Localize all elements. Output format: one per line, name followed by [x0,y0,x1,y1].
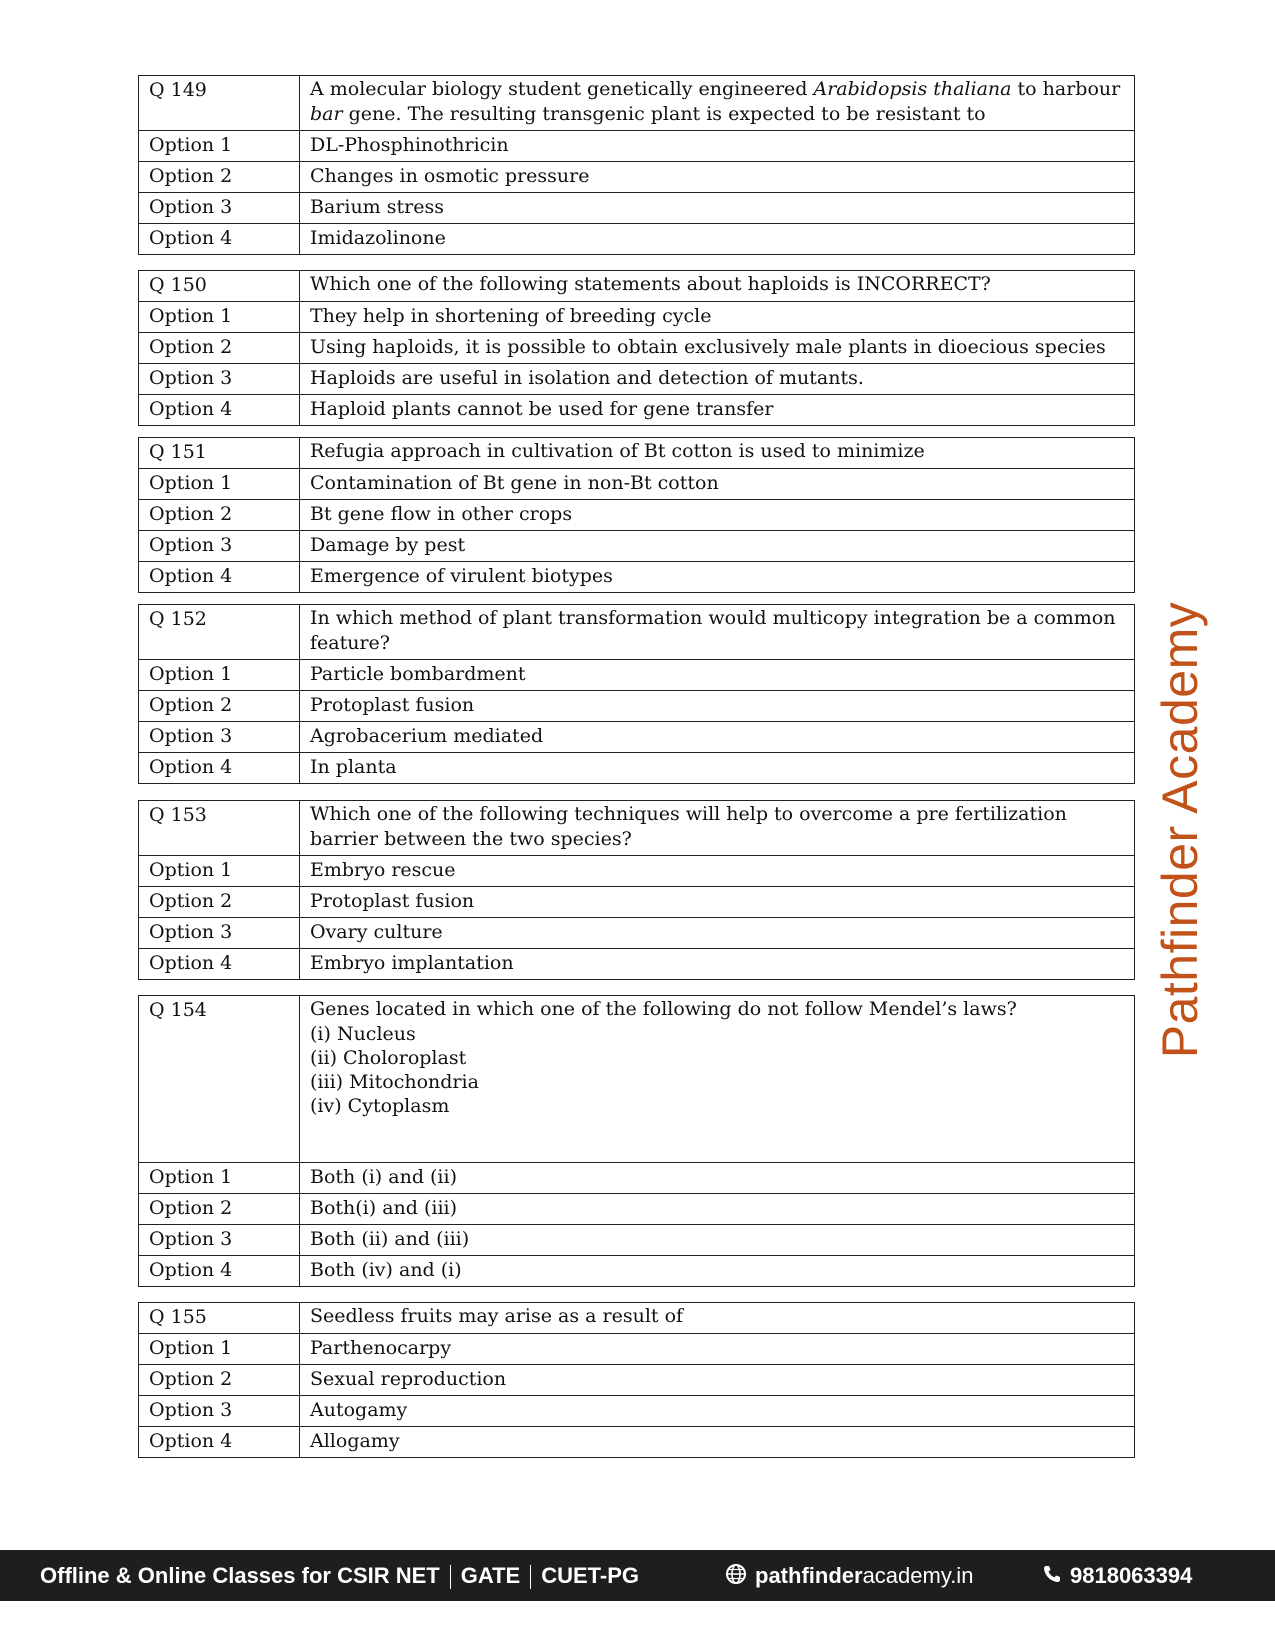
question-label: Q 150 [139,271,300,302]
question-block-151 [138,437,1135,593]
sub-item: (iii) Mitochondria [310,1071,479,1093]
option-text: DL-Phosphinothricin [300,131,1135,162]
footer-bar [0,1550,1275,1601]
option-label: Option 3 [139,193,300,224]
option-label: Option 2 [139,500,300,531]
question-text [300,996,1135,1163]
option-row [139,753,1135,784]
option-label: Option 3 [139,918,300,949]
option-row [139,1396,1135,1427]
option-label: Option 4 [139,1427,300,1458]
option-text: Allogamy [300,1427,1135,1458]
option-label: Option 1 [139,1334,300,1365]
option-text: Autogamy [300,1396,1135,1427]
option-text: Bt gene flow in other crops [300,500,1135,531]
divider [450,1565,451,1589]
option-label: Option 3 [139,722,300,753]
watermark: Pathfinder Academy [1152,601,1208,1059]
option-text: Parthenocarpy [300,1334,1135,1365]
option-text: Protoplast fusion [300,887,1135,918]
option-label: Option 2 [139,887,300,918]
question-block-152 [138,604,1135,784]
option-label: Option 3 [139,1225,300,1256]
question-text: Which one of the following statements about haploids is INCORRECT? [300,271,1135,302]
option-text: Both(i) and (iii) [300,1194,1135,1225]
question-block-149 [138,75,1135,255]
option-text: Both (i) and (ii) [300,1163,1135,1194]
option-row [139,1225,1135,1256]
option-row [139,887,1135,918]
question-block-153 [138,800,1135,980]
option-row [139,1256,1135,1287]
option-label: Option 3 [139,531,300,562]
option-label: Option 3 [139,364,300,395]
divider [530,1565,531,1589]
option-row [139,131,1135,162]
option-row [139,722,1135,753]
option-row [139,333,1135,364]
option-label: Option 2 [139,1194,300,1225]
globe-icon [725,1563,747,1591]
question-text: A molecular biology student genetically engineered Arabidopsis thaliana to harbour bar gene. The resulting transgenic plant is expected to be resistant to [300,76,1135,131]
question-label: Q 149 [139,76,300,131]
question-text: Seedless fruits may arise as a result of [300,1303,1135,1334]
question-label: Q 152 [139,605,300,660]
option-label: Option 4 [139,949,300,980]
footer-tagline [40,1563,639,1589]
option-row [139,193,1135,224]
footer-phone[interactable] [1042,1563,1192,1590]
option-row [139,302,1135,333]
option-label: Option 2 [139,1365,300,1396]
option-text: They help in shortening of breeding cycle [300,302,1135,333]
sub-item: (ii) Choloroplast [310,1047,467,1069]
option-label: Option 4 [139,753,300,784]
option-row [139,856,1135,887]
question-label: Q 153 [139,801,300,856]
option-label: Option 1 [139,131,300,162]
question-label: Q 155 [139,1303,300,1334]
option-label: Option 1 [139,660,300,691]
option-text: Imidazolinone [300,224,1135,255]
option-label: Option 4 [139,224,300,255]
question-stem: Genes located in which one of the following do not follow Mendel’s laws? [310,998,1017,1020]
option-label: Option 4 [139,562,300,593]
site-name-light: academy.in [862,1563,974,1588]
question-label: Q 151 [139,438,300,469]
option-row [139,1194,1135,1225]
option-text: Protoplast fusion [300,691,1135,722]
site-name-bold: pathfinder [755,1563,863,1588]
option-text: Embryo implantation [300,949,1135,980]
sub-item: (i) Nucleus [310,1023,416,1045]
option-text: Damage by pest [300,531,1135,562]
option-row [139,1334,1135,1365]
option-row [139,162,1135,193]
option-text: Haploid plants cannot be used for gene transfer [300,395,1135,426]
question-label: Q 154 [139,996,300,1163]
option-text: Barium stress [300,193,1135,224]
option-row [139,562,1135,593]
option-row [139,691,1135,722]
option-label: Option 1 [139,1163,300,1194]
question-block-155 [138,1302,1135,1458]
footer-website[interactable] [725,1563,973,1591]
option-text: In planta [300,753,1135,784]
sub-item: (iv) Cytoplasm [310,1095,450,1117]
option-label: Option 3 [139,1396,300,1427]
option-row [139,1365,1135,1396]
exam-cuet: CUET-PG [541,1563,640,1588]
question-text: Which one of the following techniques will help to overcome a pre fertilization barrier between the two species? [300,801,1135,856]
option-text: Embryo rescue [300,856,1135,887]
phone-icon [1042,1564,1062,1590]
option-text: Sexual reproduction [300,1365,1135,1396]
question-block-154 [138,995,1135,1287]
option-text: Ovary culture [300,918,1135,949]
option-label: Option 1 [139,469,300,500]
option-text: Emergence of virulent biotypes [300,562,1135,593]
option-label: Option 2 [139,333,300,364]
option-row [139,1427,1135,1458]
option-row [139,500,1135,531]
option-text: Contamination of Bt gene in non-Bt cotton [300,469,1135,500]
option-text: Using haploids, it is possible to obtain exclusively male plants in dioecious species [300,333,1135,364]
exam-gate: GATE [460,1563,521,1588]
option-label: Option 1 [139,302,300,333]
option-row [139,224,1135,255]
option-text: Both (iv) and (i) [300,1256,1135,1287]
option-text: Changes in osmotic pressure [300,162,1135,193]
option-label: Option 4 [139,1256,300,1287]
option-row [139,1163,1135,1194]
option-row [139,918,1135,949]
option-label: Option 2 [139,162,300,193]
option-row [139,949,1135,980]
option-row [139,469,1135,500]
option-row [139,531,1135,562]
question-text: Refugia approach in cultivation of Bt cotton is used to minimize [300,438,1135,469]
option-text: Haploids are useful in isolation and detection of mutants. [300,364,1135,395]
option-text: Agrobacerium mediated [300,722,1135,753]
option-text: Both (ii) and (iii) [300,1225,1135,1256]
tagline-text: Offline & Online Classes for CSIR NET [40,1563,440,1588]
option-text: Particle bombardment [300,660,1135,691]
phone-number: 9818063394 [1070,1563,1193,1588]
option-label: Option 1 [139,856,300,887]
option-label: Option 4 [139,395,300,426]
option-row [139,395,1135,426]
option-row [139,660,1135,691]
option-label: Option 2 [139,691,300,722]
question-block-150 [138,270,1135,426]
question-text: In which method of plant transformation would multicopy integration be a common feature? [300,605,1135,660]
option-row [139,364,1135,395]
